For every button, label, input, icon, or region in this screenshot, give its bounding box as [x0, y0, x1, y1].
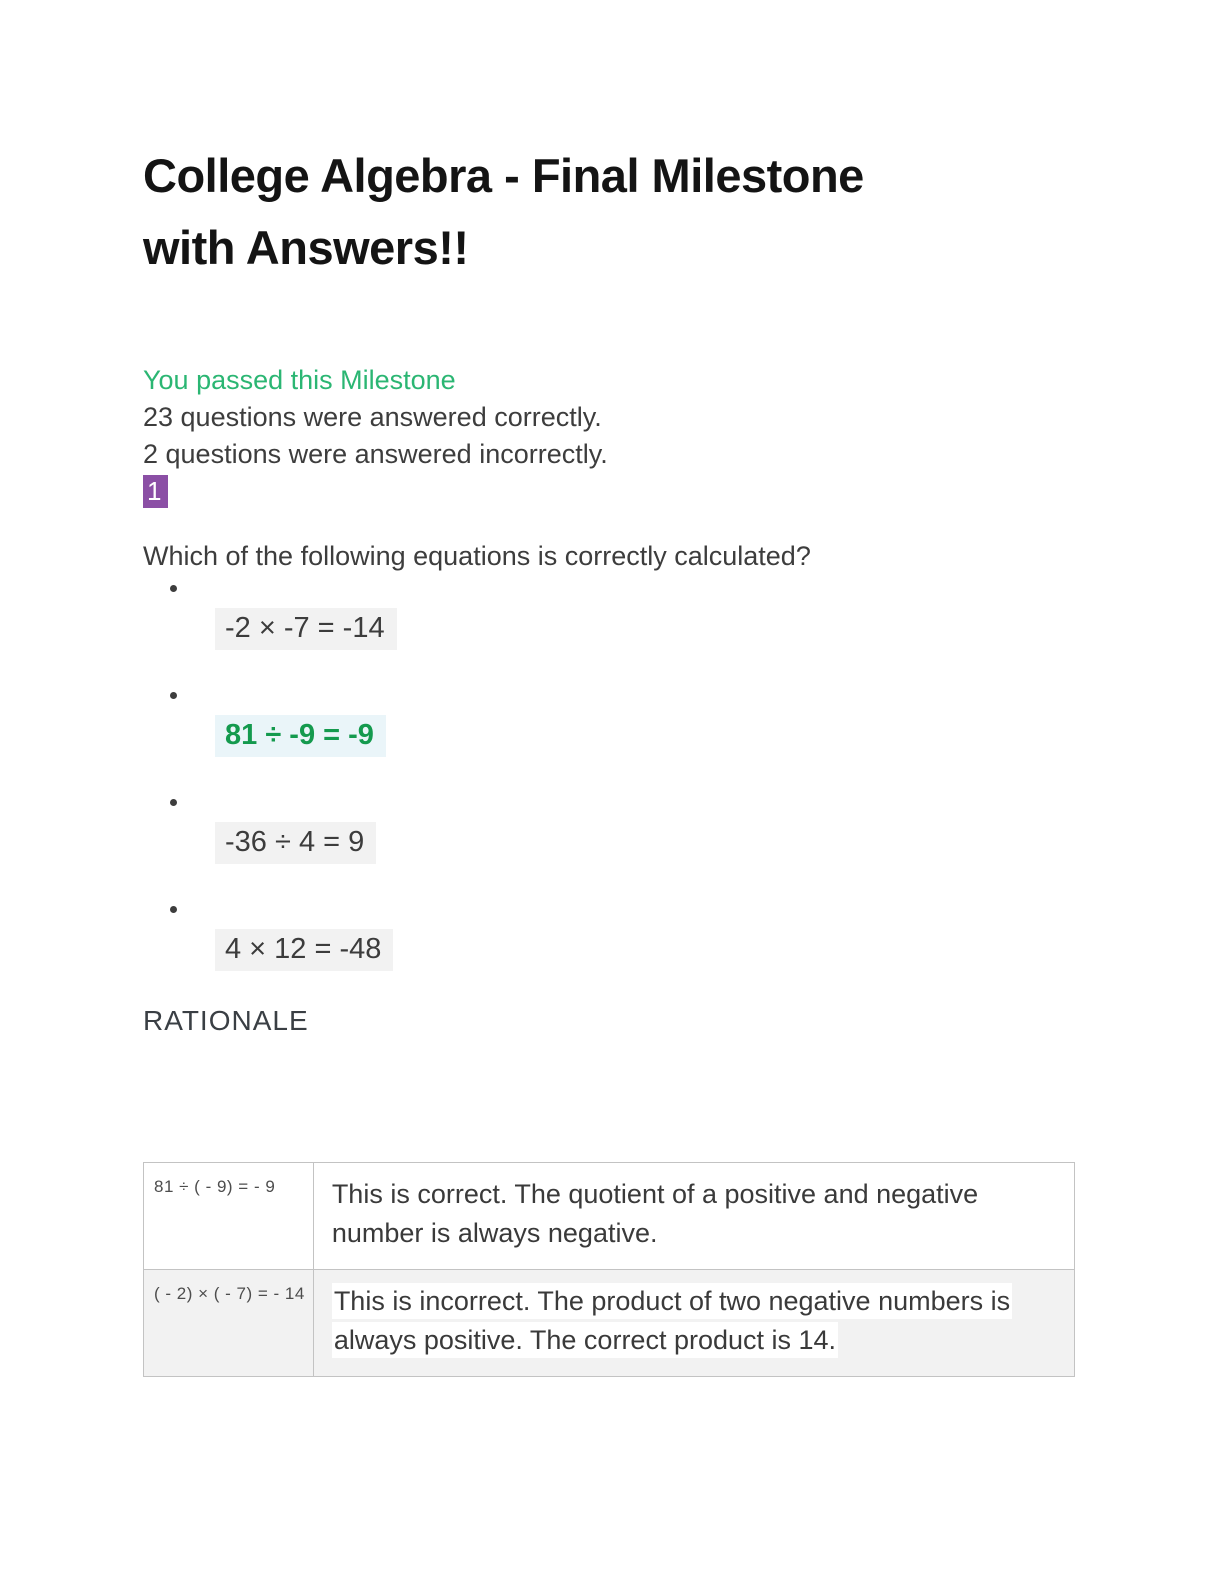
- page-title: College Algebra - Final Milestone with Answers!!: [143, 149, 864, 274]
- question-prompt: Which of the following equations is correctly calculated?: [143, 541, 811, 571]
- rationale-heading: RATIONALE: [143, 1005, 309, 1036]
- answer-options-list: [143, 585, 397, 1013]
- rationale-formula: ( - 2) × ( - 7) = - 14: [144, 1270, 314, 1377]
- bullet-icon: [170, 692, 177, 699]
- answer-option-correct: [143, 692, 397, 799]
- option-equation: 4 × 12 = -48: [215, 929, 393, 971]
- option-equation: -36 ÷ 4 = 9: [215, 822, 376, 864]
- rationale-table: [143, 1162, 1075, 1377]
- rationale-row: [144, 1270, 1075, 1377]
- answer-option: [143, 799, 397, 906]
- answer-option: [143, 585, 397, 692]
- rationale-formula: 81 ÷ ( - 9) = - 9: [144, 1163, 314, 1270]
- correct-count-text: 23 questions were answered correctly.: [143, 402, 602, 432]
- option-equation-correct: 81 ÷ -9 = -9: [215, 715, 386, 757]
- result-summary: [143, 362, 608, 510]
- rationale-explanation: This is correct. The quotient of a positive and negative number is always negative.: [313, 1163, 1074, 1270]
- incorrect-count-text: 2 questions were answered incorrectly.: [143, 439, 608, 469]
- pass-status-text: You passed this Milestone: [143, 365, 456, 395]
- answer-option: [143, 906, 397, 1013]
- bullet-icon: [170, 799, 177, 806]
- rationale-row: [144, 1163, 1075, 1270]
- bullet-icon: [170, 585, 177, 592]
- bullet-icon: [170, 906, 177, 913]
- rationale-explanation-text: This is incorrect. The product of two negative numbers is always positive. The correct product is 14.: [332, 1283, 1012, 1358]
- question-number-badge: 1: [143, 475, 168, 508]
- rationale-explanation: [313, 1270, 1074, 1377]
- option-equation: -2 × -7 = -14: [215, 608, 397, 650]
